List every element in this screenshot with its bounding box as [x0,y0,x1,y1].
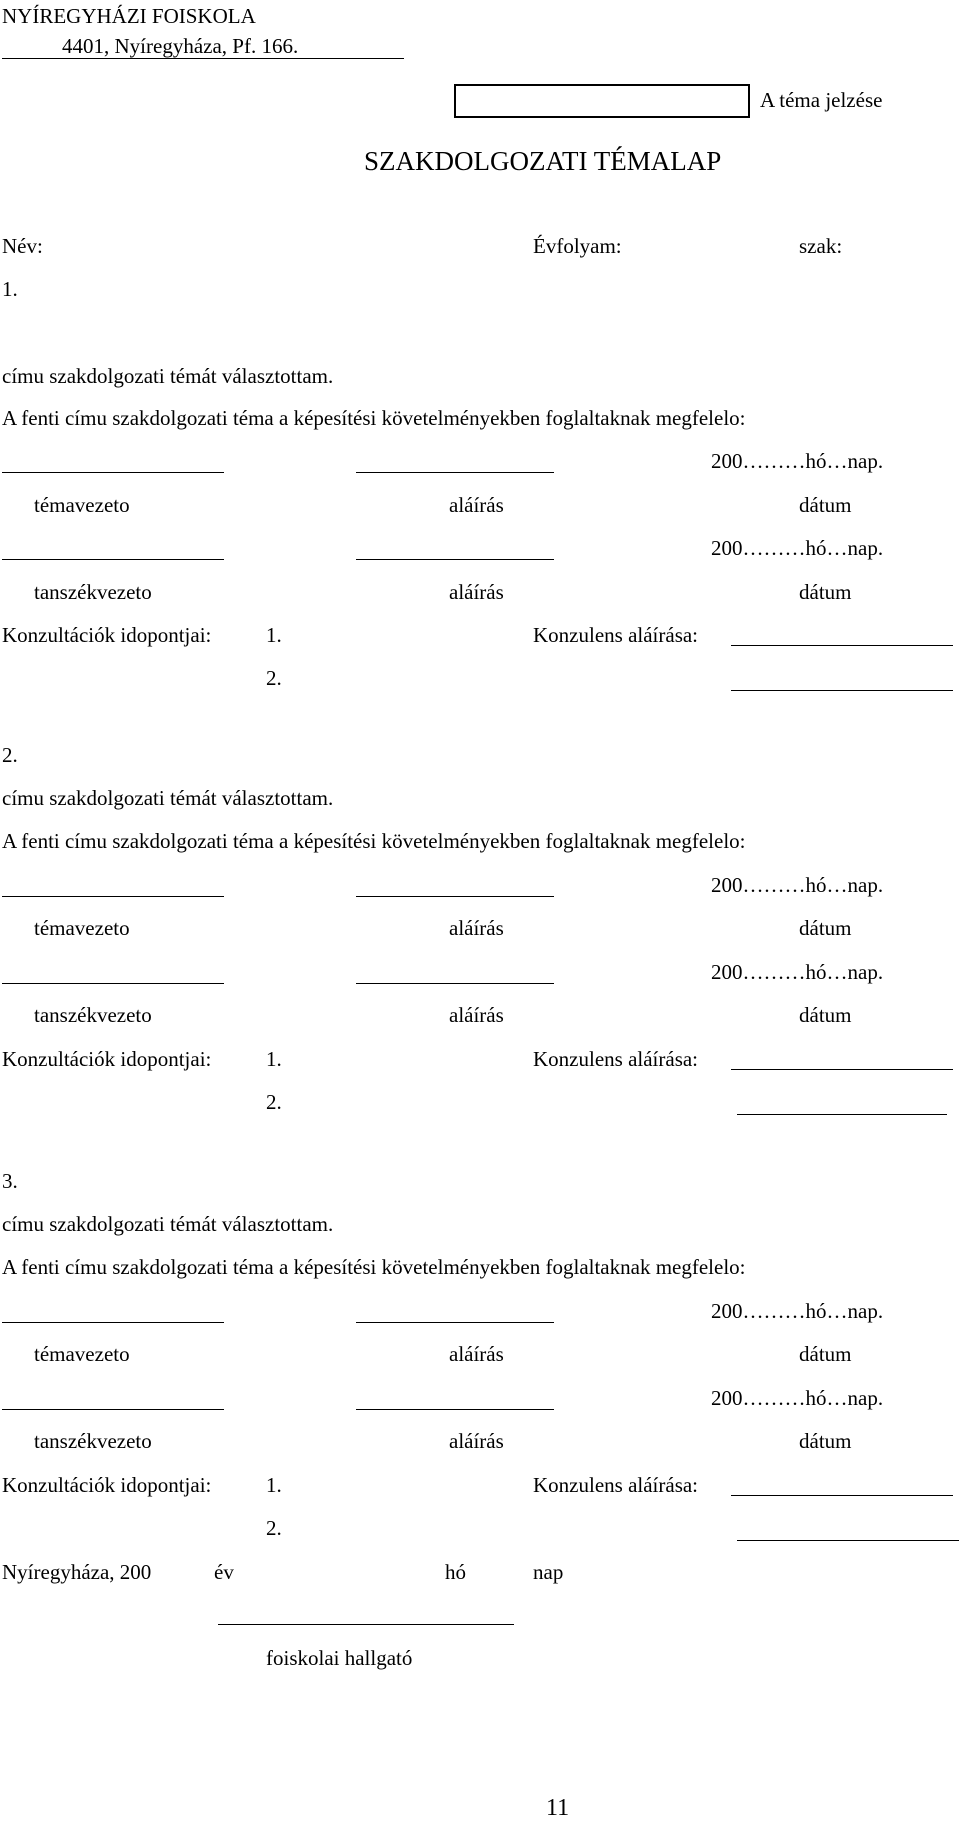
supervisor-signature-line [356,896,554,897]
head-label: tanszékvezeto [34,1003,152,1027]
signature-label: aláírás [449,916,504,940]
date-label: dátum [799,1342,852,1366]
page-number: 11 [546,1795,570,1821]
head-date: 200………hó…nap. [711,1386,884,1410]
head-line [2,1409,224,1410]
date-label: dátum [799,493,852,517]
date-label: dátum [799,580,852,604]
supervisor-line [2,896,224,897]
consultation-label: Konzultációk idopontjai: [2,1047,212,1071]
consultant-signature-label: Konzulens aláírása: [533,1047,699,1071]
head-line [2,983,224,984]
head-signature-line [356,1409,554,1410]
consultation-2: 2. [266,1516,282,1540]
consultant-signature-line-2 [731,690,953,691]
consultant-signature-line-2 [737,1114,947,1115]
consultation-2: 2. [266,666,282,690]
head-date: 200………hó…nap. [711,536,884,560]
consultation-2: 2. [266,1090,282,1114]
signature-label: aláírás [449,1429,504,1453]
name-label: Név: [2,234,43,258]
supervisor-label: témavezeto [34,1342,130,1366]
topic-number: 2. [2,743,18,767]
topic-approval-text: A fenti címu szakdolgozati téma a képesítési követelményekben foglaltaknak megfelelo: [2,829,746,853]
page-title: SZAKDOLGOZATI TÉMALAP [364,146,722,176]
consultant-signature-line [731,645,953,646]
supervisor-signature-line [356,1322,554,1323]
approval-date: 200………hó…nap. [711,1299,884,1323]
topic-code-box[interactable] [454,84,750,118]
signature-label: aláírás [449,1003,504,1027]
head-label: tanszékvezeto [34,580,152,604]
student-label: foiskolai hallgató [266,1646,413,1670]
student-signature-line [218,1624,514,1625]
approval-date: 200………hó…nap. [711,873,884,897]
head-signature-line [356,559,554,560]
place-date-label: Nyíregyháza, 200 [2,1560,152,1584]
supervisor-line [2,472,224,473]
topic-chosen-text: címu szakdolgozati témát választottam. [2,364,334,388]
year-label: Évfolyam: [533,234,622,258]
consultant-signature-line [731,1069,953,1070]
consultation-1: 1. [266,1473,282,1497]
topic-number: 3. [2,1169,18,1193]
consultant-signature-label: Konzulens aláírása: [533,623,699,647]
school-address: 4401, Nyíregyháza, Pf. 166. [62,34,299,58]
head-label: tanszékvezeto [34,1429,152,1453]
consultation-1: 1. [266,1047,282,1071]
topic-number: 1. [2,277,18,301]
supervisor-signature-line [356,472,554,473]
consultation-label: Konzultációk idopontjai: [2,1473,212,1497]
consultation-label: Konzultációk idopontjai: [2,623,212,647]
consultant-signature-line [731,1495,953,1496]
address-underline [2,58,404,59]
month-word: hó [445,1560,466,1584]
head-signature-line [356,983,554,984]
date-label: dátum [799,1429,852,1453]
consultant-signature-line-2 [737,1540,959,1541]
supervisor-line [2,1322,224,1323]
consultant-signature-label: Konzulens aláírása: [533,1473,699,1497]
signature-label: aláírás [449,580,504,604]
topic-approval-text: A fenti címu szakdolgozati téma a képesítési követelményekben foglaltaknak megfelelo: [2,1255,746,1279]
year-word: év [214,1560,234,1584]
date-label: dátum [799,1003,852,1027]
head-date: 200………hó…nap. [711,960,884,984]
signature-label: aláírás [449,493,504,517]
date-label: dátum [799,916,852,940]
school-name: NYÍREGYHÁZI FOISKOLA [2,4,256,28]
consultation-1: 1. [266,623,282,647]
topic-chosen-text: címu szakdolgozati témát választottam. [2,786,334,810]
topic-code-label: A téma jelzése [760,88,883,112]
topic-chosen-text: címu szakdolgozati témát választottam. [2,1212,334,1236]
supervisor-label: témavezeto [34,916,130,940]
signature-label: aláírás [449,1342,504,1366]
major-label: szak: [799,234,843,258]
topic-approval-text: A fenti címu szakdolgozati téma a képesítési követelményekben foglaltaknak megfelelo: [2,406,746,430]
day-word: nap [533,1560,564,1584]
approval-date: 200………hó…nap. [711,449,884,473]
head-line [2,559,224,560]
supervisor-label: témavezeto [34,493,130,517]
